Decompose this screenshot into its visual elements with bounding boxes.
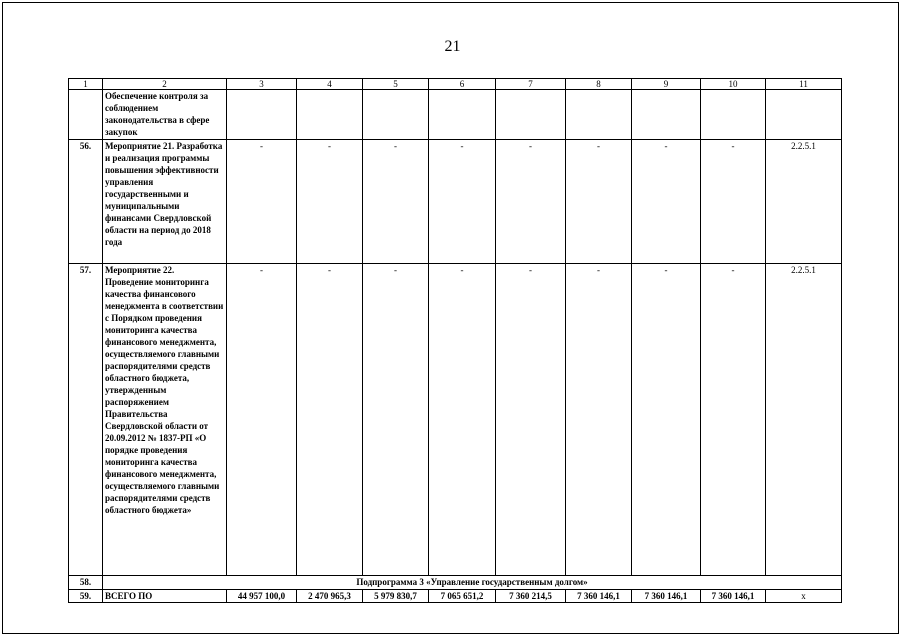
row-title: Мероприятие 22. <box>105 265 175 275</box>
row-cell <box>566 90 632 140</box>
row-text: Проведение мониторинга качества финансового менеджмента в соответствии с Порядком проведения мониторинга качества финансового менеджмента, осуществляемого главными распорядителями средств областного бюджета, утвержденным распоряжением Правительства Свердловской области от 20.09.2012 № 1837-РП «О порядке проведения мониторинга качества финансового менеджмента, осуществляемого главными распорядителями средств областного бюджета» <box>105 277 224 515</box>
row-cell <box>701 90 766 140</box>
column-number: 9 <box>632 79 701 90</box>
column-numbers-row <box>69 79 842 90</box>
row-description <box>103 264 227 576</box>
row-cell: - <box>227 264 297 576</box>
row-cell: - <box>363 264 429 576</box>
total-value: 7 360 146,1 <box>701 590 766 603</box>
row-cell <box>363 90 429 140</box>
column-number: 7 <box>496 79 566 90</box>
total-value: 7 065 651,2 <box>429 590 496 603</box>
row-title: Мероприятие 21. <box>105 141 175 151</box>
total-code: х <box>766 590 842 603</box>
row-cell: - <box>227 140 297 264</box>
row-description <box>103 140 227 264</box>
total-value: 7 360 146,1 <box>566 590 632 603</box>
row-cell: - <box>496 264 566 576</box>
column-number: 5 <box>363 79 429 90</box>
row-code <box>766 90 842 140</box>
program-table <box>68 78 842 603</box>
column-number: 10 <box>701 79 766 90</box>
row-cell <box>227 90 297 140</box>
row-cell <box>496 90 566 140</box>
total-value: 7 360 146,1 <box>632 590 701 603</box>
column-number: 8 <box>566 79 632 90</box>
row-cell: - <box>701 264 766 576</box>
row-cell: - <box>297 264 363 576</box>
column-number: 6 <box>429 79 496 90</box>
total-value: 5 979 830,7 <box>363 590 429 603</box>
row-text: Обеспечение контроля за соблюдением законодательства в сфере закупок <box>105 91 210 137</box>
row-code: 2.2.5.1 <box>766 140 842 264</box>
table-row <box>69 264 842 576</box>
row-description <box>103 90 227 140</box>
row-cell: - <box>632 140 701 264</box>
row-number: 58. <box>69 576 103 590</box>
row-number: 56. <box>69 140 103 264</box>
total-value: 2 470 965,3 <box>297 590 363 603</box>
total-value: 44 957 100,0 <box>227 590 297 603</box>
column-number: 3 <box>227 79 297 90</box>
row-code: 2.2.5.1 <box>766 264 842 576</box>
subprogram-title: Подпрограмма 3 «Управление государственным долгом» <box>103 576 842 590</box>
subprogram-row <box>69 576 842 590</box>
total-row <box>69 590 842 603</box>
table-row <box>69 90 842 140</box>
row-cell: - <box>566 140 632 264</box>
row-cell <box>429 90 496 140</box>
total-label: ВСЕГО ПО <box>103 590 227 603</box>
row-cell <box>297 90 363 140</box>
row-number: 59. <box>69 590 103 603</box>
row-cell: - <box>363 140 429 264</box>
column-number: 11 <box>766 79 842 90</box>
row-number <box>69 90 103 140</box>
row-cell: - <box>632 264 701 576</box>
table-row <box>69 140 842 264</box>
page-number: 21 <box>444 38 461 55</box>
total-value: 7 360 214,5 <box>496 590 566 603</box>
row-cell <box>632 90 701 140</box>
row-cell: - <box>297 140 363 264</box>
row-cell: - <box>429 264 496 576</box>
column-number: 4 <box>297 79 363 90</box>
row-cell: - <box>566 264 632 576</box>
row-number: 57. <box>69 264 103 576</box>
column-number: 2 <box>103 79 227 90</box>
row-cell: - <box>496 140 566 264</box>
column-number: 1 <box>69 79 103 90</box>
row-cell: - <box>701 140 766 264</box>
row-text: Разработка и реализация программы повышения эффективности управления государственными и муниципальными финансами Свердловской области на период до 2018 года <box>105 141 223 247</box>
row-cell: - <box>429 140 496 264</box>
